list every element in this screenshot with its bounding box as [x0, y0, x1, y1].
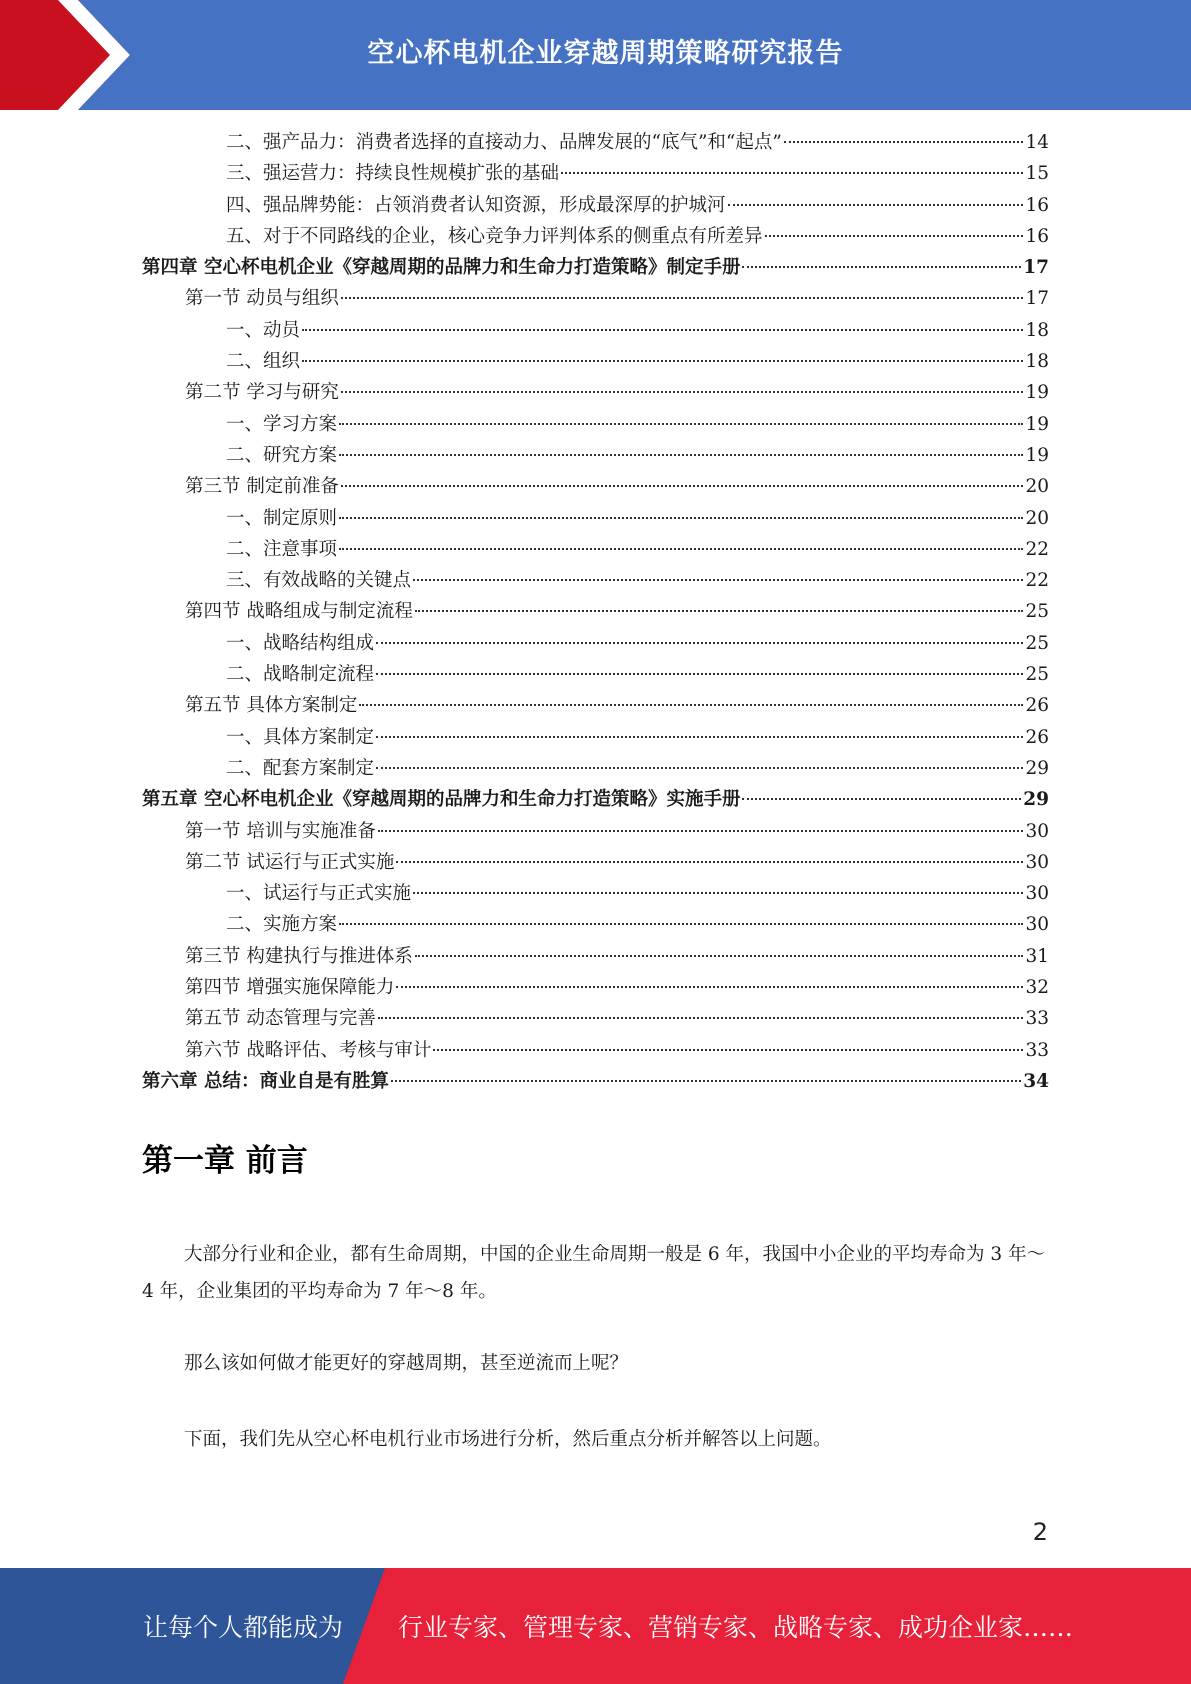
toc-entry[interactable]	[142, 910, 1049, 941]
toc-entry-page: 20	[1025, 476, 1049, 498]
toc-dot-leader	[376, 736, 1023, 738]
toc-dot-leader	[378, 830, 1024, 832]
toc-entry-title: 第一节 培训与实施准备	[185, 820, 376, 842]
toc-entry-page: 16	[1025, 194, 1049, 216]
toc-entry[interactable]	[142, 191, 1049, 222]
toc-entry-title: 二、组织	[226, 351, 301, 373]
toc-dot-leader	[376, 767, 1023, 769]
report-title: 空心杯电机企业穿越周期策略研究报告	[367, 37, 844, 69]
toc-dot-leader	[302, 360, 1023, 362]
toc-entry-title: 一、学习方案	[226, 413, 338, 435]
toc-entry-title: 二、研究方案	[226, 444, 338, 466]
toc-entry-title: 四、强品牌势能：占领消费者认知资源，形成最深厚的护城河	[226, 194, 726, 216]
toc-entry-title: 一、试运行与正式实施	[226, 883, 412, 905]
toc-entry[interactable]	[142, 754, 1049, 785]
toc-dot-leader	[433, 1049, 1023, 1051]
toc-entry[interactable]	[142, 785, 1049, 816]
toc-entry[interactable]	[142, 347, 1049, 378]
toc-dot-leader	[302, 329, 1023, 331]
toc-entry-title: 二、注意事项	[226, 538, 338, 560]
toc-entry[interactable]	[142, 1004, 1049, 1035]
toc-entry-title: 一、制定原则	[226, 507, 338, 529]
toc-entry-title: 一、战略结构组成	[226, 632, 375, 654]
toc-entry[interactable]	[142, 378, 1049, 409]
toc-entry-page: 14	[1025, 132, 1049, 153]
paragraph: 那么该如何做才能更好的穿越周期，甚至逆流而上呢？	[184, 1353, 629, 1374]
toc-entry[interactable]	[142, 159, 1049, 190]
toc-entry[interactable]	[142, 879, 1049, 910]
footer-slogan-left: 让每个人都能成为	[143, 1613, 344, 1642]
toc-entry-page: 20	[1025, 507, 1049, 529]
toc-dot-leader	[339, 454, 1023, 456]
toc-entry-page: 30	[1025, 883, 1049, 905]
toc-entry-page: 18	[1025, 351, 1049, 373]
toc-dot-leader	[415, 610, 1024, 612]
toc-entry-title: 第二节 学习与研究	[185, 382, 339, 404]
toc-entry-page: 33	[1025, 1039, 1049, 1061]
toc-dot-leader	[341, 485, 1024, 487]
toc-entry[interactable]	[142, 284, 1049, 315]
toc-entry-title: 第四节 增强实施保障能力	[185, 977, 395, 999]
toc-dot-leader	[765, 235, 1024, 237]
toc-entry[interactable]	[142, 253, 1049, 284]
toc-entry-title: 第六章 总结：商业自是有胜算	[142, 1070, 389, 1092]
toc-dot-leader	[359, 704, 1023, 706]
toc-entry[interactable]	[142, 222, 1049, 253]
toc-entry-page: 29	[1025, 757, 1049, 779]
toc-entry-page: 32	[1025, 977, 1049, 999]
toc-entry[interactable]	[142, 410, 1049, 441]
toc-entry-page: 33	[1025, 1008, 1049, 1030]
toc-entry-page: 22	[1025, 538, 1049, 560]
header-banner	[0, 0, 1191, 110]
toc-entry[interactable]	[142, 472, 1049, 503]
toc-entry[interactable]	[142, 316, 1049, 347]
chapter-heading: 第一章 前言	[142, 1143, 308, 1179]
toc-entry-title: 二、战略制定流程	[226, 664, 375, 686]
toc-dot-leader	[341, 297, 1024, 299]
toc-entry-title: 第三节 构建执行与推进体系	[185, 945, 413, 967]
toc-entry-title: 第三节 制定前准备	[185, 476, 339, 498]
toc-entry[interactable]	[142, 817, 1049, 848]
footer-banner	[0, 1568, 1191, 1684]
toc-entry-page: 25	[1025, 632, 1049, 654]
toc-entry[interactable]	[142, 691, 1049, 722]
footer-slogan-right: 行业专家、管理专家、营销专家、战略专家、成功企业家……	[398, 1613, 1074, 1642]
toc-entry-page: 17	[1025, 288, 1049, 310]
toc-dot-leader	[784, 141, 1024, 143]
toc-dot-leader	[339, 923, 1023, 925]
toc-entry-page: 19	[1025, 444, 1049, 466]
toc-dot-leader	[376, 642, 1023, 644]
toc-dot-leader	[339, 423, 1023, 425]
toc-dot-leader	[561, 172, 1023, 174]
toc-dot-leader	[415, 955, 1024, 957]
toc-entry-title: 第五节 具体方案制定	[185, 695, 358, 717]
toc-dot-leader	[339, 548, 1023, 550]
toc-entry-title: 第四节 战略组成与制定流程	[185, 601, 413, 623]
toc-entry[interactable]	[142, 566, 1049, 597]
paragraph: 大部分行业和企业，都有生命周期，中国的企业生命周期一般是 6 年，我国中小企业的平均寿命为 3 年～4 年，企业集团的平均寿命为 7 年～8 年。	[142, 1244, 1046, 1302]
toc-dot-leader	[341, 391, 1024, 393]
toc-dot-leader	[728, 204, 1024, 206]
toc-entry-title: 二、实施方案	[226, 914, 338, 936]
toc-entry-page: 26	[1025, 695, 1049, 717]
toc-entry[interactable]	[142, 535, 1049, 566]
toc-entry[interactable]	[142, 660, 1049, 691]
toc-dot-leader	[396, 861, 1023, 863]
toc-entry-title: 第一节 动员与组织	[185, 288, 339, 310]
toc-entry[interactable]	[142, 597, 1049, 628]
toc-entry[interactable]	[142, 629, 1049, 660]
toc-dot-leader	[376, 673, 1023, 675]
toc-entry-page: 22	[1025, 570, 1049, 592]
toc-entry[interactable]	[142, 942, 1049, 973]
toc-dot-leader	[378, 1017, 1024, 1019]
toc-entry[interactable]	[142, 441, 1049, 472]
toc-entry-page: 30	[1025, 914, 1049, 936]
toc-dot-leader	[396, 986, 1023, 988]
toc-dot-leader	[391, 1080, 1021, 1082]
toc-entry-title: 三、有效战略的关键点	[226, 570, 412, 592]
toc-entry-page: 18	[1025, 319, 1049, 341]
toc-entry-page: 34	[1023, 1070, 1049, 1092]
toc-entry-title: 一、具体方案制定	[226, 726, 375, 748]
table-of-contents	[142, 128, 1049, 1098]
toc-entry[interactable]	[142, 848, 1049, 879]
toc-entry-title: 第五章 空心杯电机企业《穿越周期的品牌力和生命力打造策略》实施手册	[142, 789, 741, 811]
toc-entry-page: 19	[1025, 382, 1049, 404]
page-number: 2	[1032, 1518, 1048, 1546]
toc-entry-title: 五、对于不同路线的企业，核心竞争力评判体系的侧重点有所差异	[226, 225, 763, 247]
toc-entry-page: 25	[1025, 664, 1049, 686]
toc-entry-page: 17	[1023, 257, 1049, 279]
toc-entry[interactable]	[142, 128, 1049, 159]
toc-entry-page: 25	[1025, 601, 1049, 623]
toc-entry-page: 19	[1025, 413, 1049, 435]
toc-entry-title: 第二节 试运行与正式实施	[185, 851, 395, 873]
toc-entry-title: 第五节 动态管理与完善	[185, 1008, 376, 1030]
toc-entry-page: 31	[1025, 945, 1049, 967]
toc-entry[interactable]	[142, 973, 1049, 1004]
toc-entry-page: 16	[1025, 225, 1049, 247]
toc-entry-title: 三、强运营力：持续良性规模扩张的基础	[226, 163, 560, 185]
toc-dot-leader	[413, 892, 1023, 894]
toc-entry-title: 第六节 战略评估、考核与审计	[185, 1039, 432, 1061]
toc-entry-title: 一、动员	[226, 319, 301, 341]
toc-entry-title: 第四章 空心杯电机企业《穿越周期的品牌力和生命力打造策略》制定手册	[142, 257, 741, 279]
toc-entry-page: 26	[1025, 726, 1049, 748]
toc-entry-page: 29	[1023, 789, 1049, 811]
toc-dot-leader	[339, 517, 1023, 519]
toc-dot-leader	[413, 579, 1023, 581]
toc-entry[interactable]	[142, 1067, 1049, 1098]
toc-entry-title: 二、配套方案制定	[226, 757, 375, 779]
paragraph: 下面，我们先从空心杯电机行业市场进行分析，然后重点分析并解答以上问题。	[184, 1429, 832, 1450]
toc-entry-page: 30	[1025, 851, 1049, 873]
toc-entry[interactable]	[142, 504, 1049, 535]
toc-entry-page: 15	[1025, 163, 1049, 185]
toc-entry[interactable]	[142, 723, 1049, 754]
toc-dot-leader	[742, 798, 1021, 800]
toc-entry-page: 30	[1025, 820, 1049, 842]
toc-entry-title: 二、强产品力：消费者选择的直接动力、品牌发展的“底气”和“起点”	[226, 132, 782, 153]
toc-dot-leader	[742, 266, 1021, 268]
toc-entry[interactable]	[142, 1036, 1049, 1067]
